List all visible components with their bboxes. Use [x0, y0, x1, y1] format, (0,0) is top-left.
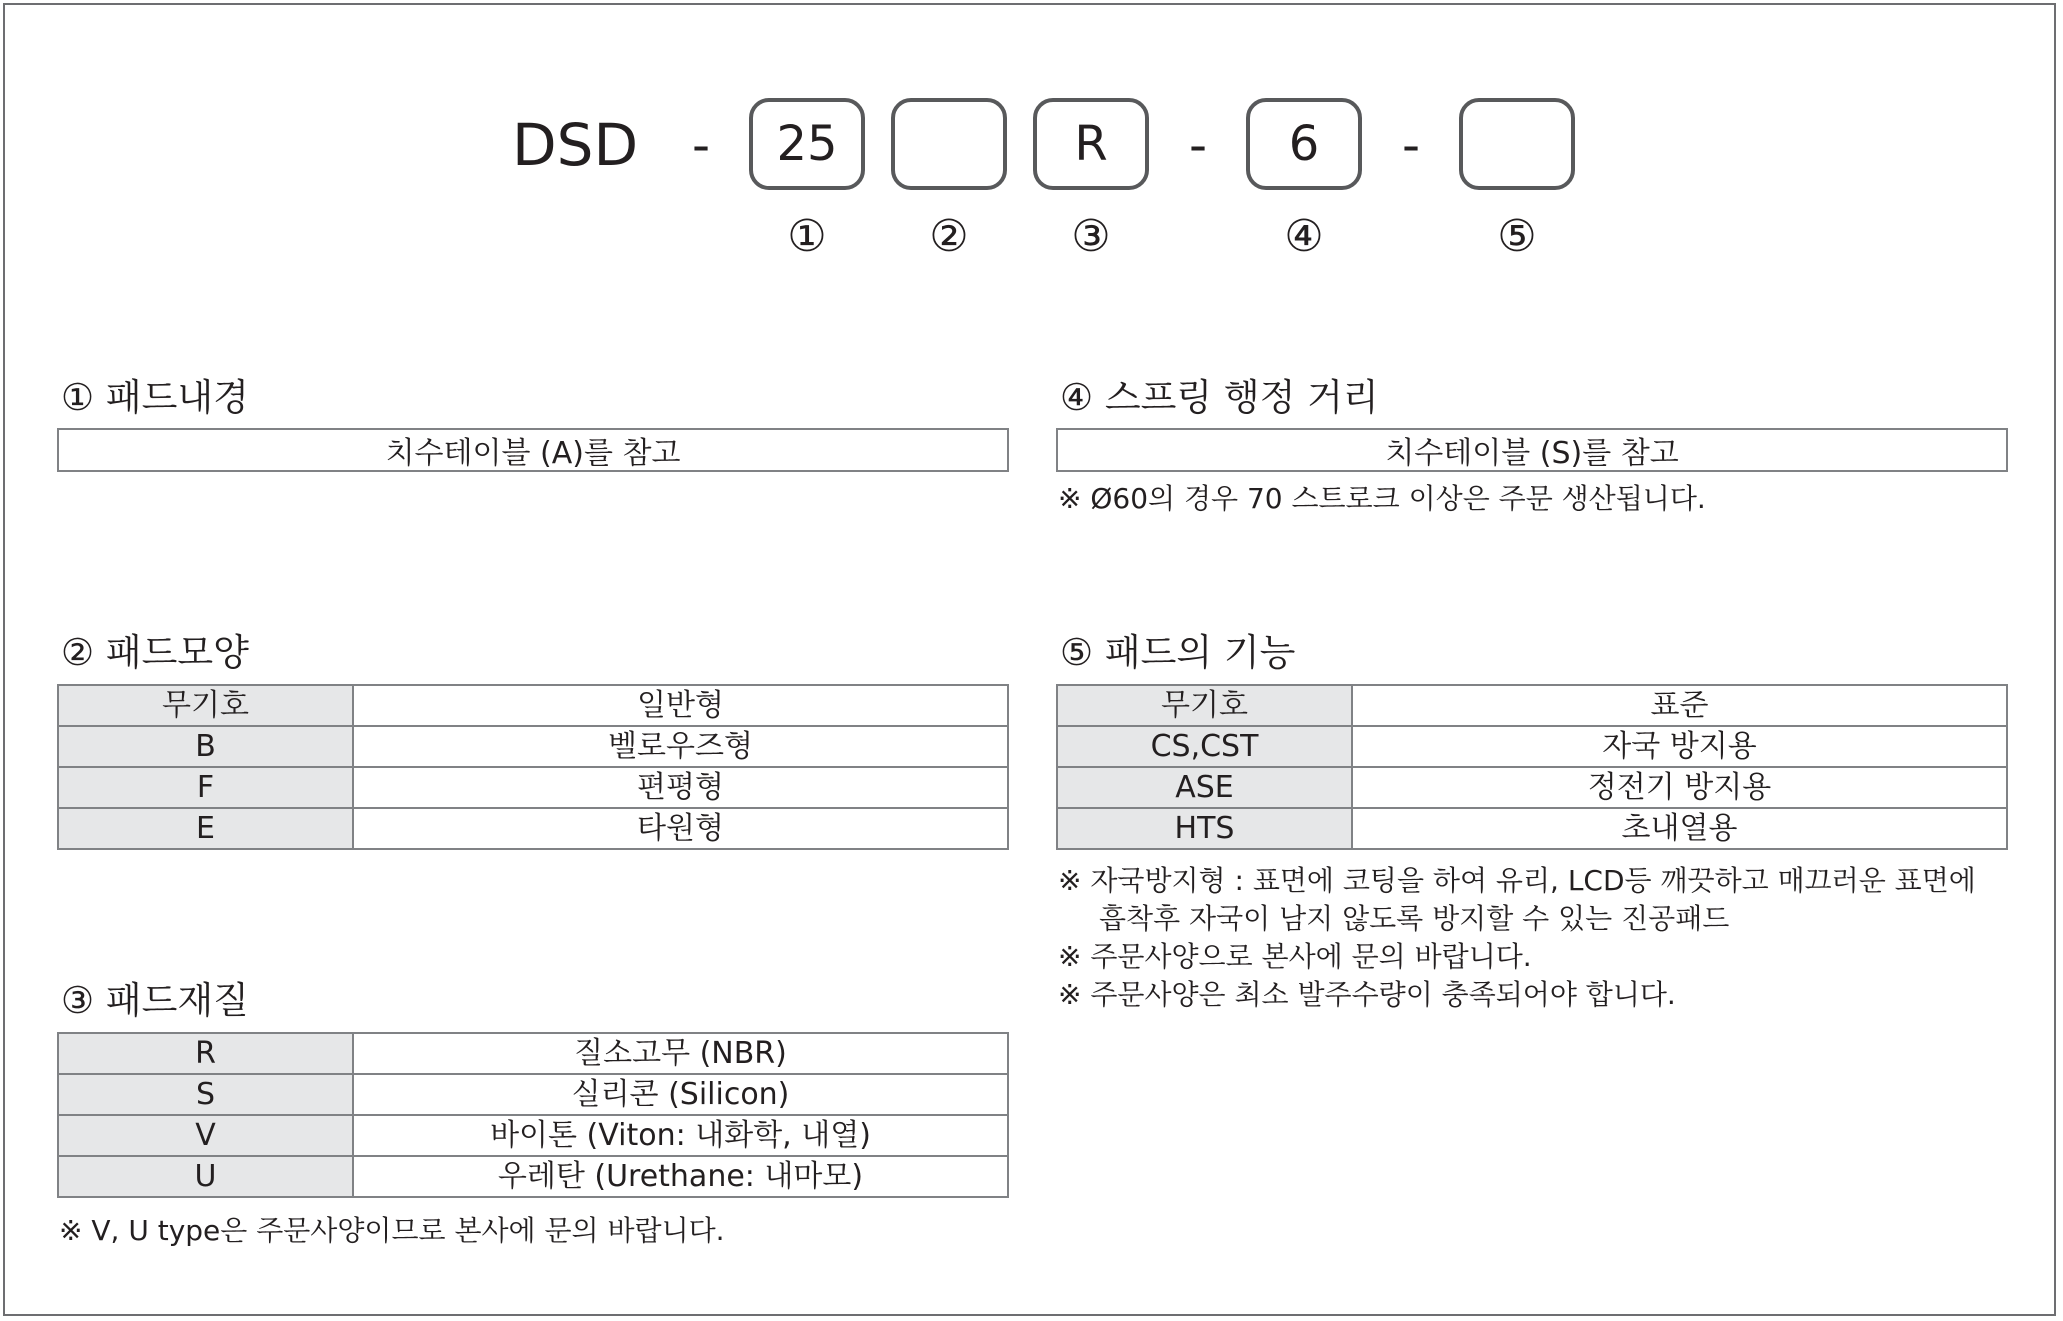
table-cell-key: R [58, 1033, 353, 1074]
table-cell-value: 질소고무 (NBR) [353, 1033, 1008, 1074]
table-row [1057, 685, 2007, 726]
section-title-pad-function: ⑤ 패드의 기능 [1060, 631, 1296, 674]
code-number-label: ④ [1284, 211, 1324, 262]
table-cell-value: 표준 [1352, 685, 2007, 726]
table-cell-key: HTS [1057, 808, 1352, 849]
spring-stroke-value: 치수테이블 (S)를 참고 [1056, 428, 2008, 472]
table-row [1057, 726, 2007, 767]
model-prefix: DSD [512, 111, 639, 179]
table-cell-key: S [58, 1074, 353, 1115]
pad-material-note: ※ V, U type은 주문사양이므로 본사에 문의 바랍니다. [59, 1214, 725, 1247]
section-title-pad-shape: ② 패드모양 [61, 631, 249, 674]
spring-stroke-note: ※ Ø60의 경우 70 스트로크 이상은 주문 생산됩니다. [1058, 482, 1706, 515]
table-cell-value: 벨로우즈형 [353, 726, 1008, 767]
table-row [1057, 808, 2007, 849]
table-row [58, 1156, 1008, 1197]
table-cell-value: 초내열용 [1352, 808, 2007, 849]
table-cell-key: F [58, 767, 353, 808]
code-separator: - [691, 116, 711, 174]
code-box-spring-stroke: 6 [1246, 98, 1362, 190]
table-cell-key: CS,CST [1057, 726, 1352, 767]
code-separator: - [1188, 116, 1208, 174]
code-separator: - [1401, 116, 1421, 174]
pad-diameter-value: 치수테이블 (A)를 참고 [57, 428, 1009, 472]
table-cell-key: 무기호 [58, 685, 353, 726]
section-title-pad-diameter: ① 패드내경 [61, 376, 249, 419]
table-row [58, 767, 1008, 808]
pad-shape-table [57, 684, 1009, 850]
code-box-pad-shape [891, 98, 1007, 190]
table-cell-value: 일반형 [353, 685, 1008, 726]
table-cell-value: 실리콘 (Silicon) [353, 1074, 1008, 1115]
table-row [1057, 767, 2007, 808]
note-line: ※ 주문사양은 최소 발주수량이 충족되어야 합니다. [1058, 978, 1676, 1011]
code-number-label: ⑤ [1497, 211, 1537, 262]
table-row [58, 1033, 1008, 1074]
note-line: ※ 주문사양으로 본사에 문의 바랍니다. [1058, 940, 1532, 973]
table-cell-value: 편평형 [353, 767, 1008, 808]
code-box-pad-function [1459, 98, 1575, 190]
code-number-label: ② [929, 211, 969, 262]
pad-material-table [57, 1032, 1009, 1198]
pad-function-table [1056, 684, 2008, 850]
code-box-pad-diameter: 25 [749, 98, 865, 190]
section-title-pad-material: ③ 패드재질 [61, 979, 249, 1022]
section-title-spring-stroke: ④ 스프링 행정 거리 [1060, 376, 1379, 419]
table-cell-key: ASE [1057, 767, 1352, 808]
table-cell-key: B [58, 726, 353, 767]
table-cell-value: 자국 방지용 [1352, 726, 2007, 767]
table-row [58, 1115, 1008, 1156]
table-cell-value: 타원형 [353, 808, 1008, 849]
table-cell-value: 우레탄 (Urethane: 내마모) [353, 1156, 1008, 1197]
table-cell-value: 바이톤 (Viton: 내화학, 내열) [353, 1115, 1008, 1156]
table-cell-value: 정전기 방지용 [1352, 767, 2007, 808]
pad-function-notes [1058, 862, 1976, 1014]
table-cell-key: E [58, 808, 353, 849]
note-line: 흡착후 자국이 남지 않도록 방지할 수 있는 진공패드 [1099, 902, 1730, 935]
table-cell-key: 무기호 [1057, 685, 1352, 726]
table-row [58, 726, 1008, 767]
code-number-label: ① [787, 211, 827, 262]
code-box-pad-material: R [1033, 98, 1149, 190]
table-cell-key: U [58, 1156, 353, 1197]
table-row [58, 1074, 1008, 1115]
table-cell-key: V [58, 1115, 353, 1156]
note-line: ※ 자국방지형 : 표면에 코팅을 하여 유리, LCD등 깨끗하고 매끄러운 표면에 [1058, 864, 1976, 897]
code-number-label: ③ [1071, 211, 1111, 262]
table-row [58, 808, 1008, 849]
table-row [58, 685, 1008, 726]
